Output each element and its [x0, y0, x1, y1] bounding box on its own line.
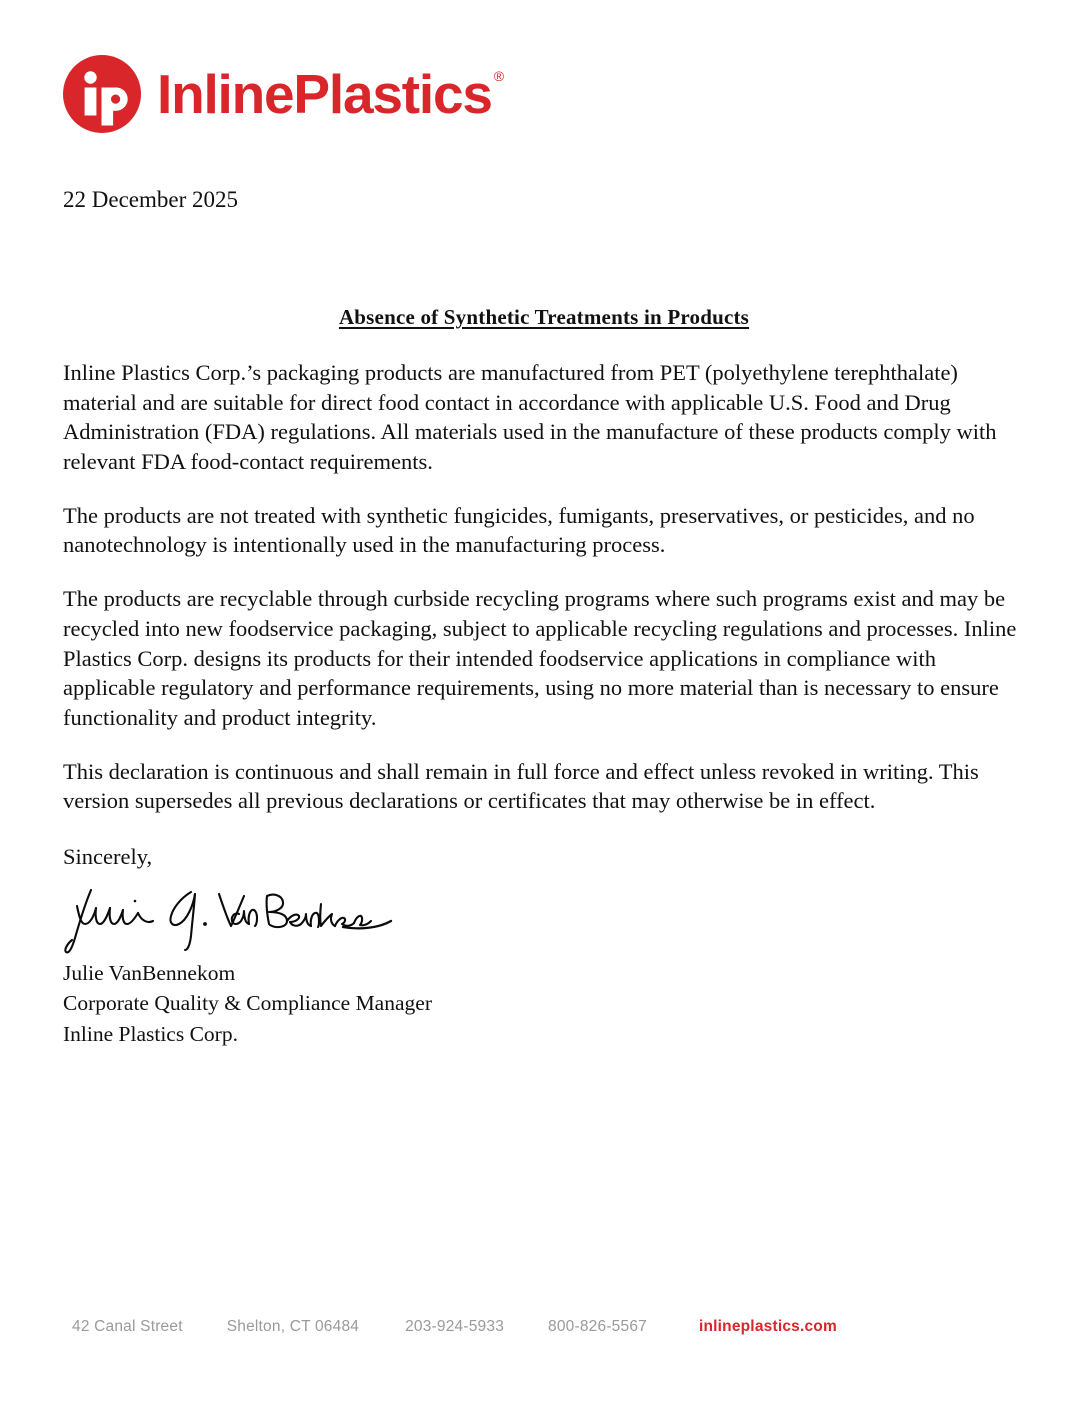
- document-title-text: Absence of Synthetic Treatments in Products: [338, 305, 750, 329]
- registered-trademark-icon: ®: [493, 67, 505, 84]
- paragraph-1: Inline Plastics Corp.’s packaging products are manufactured from PET (polyethylene terephthalate) material and are suitable for direct food contact in accordance with applicable U.S. Food and Drug Administration (FDA) regulations. All materials used in the manufacture of these products comply with relevant FDA food-contact requirements.: [63, 360, 997, 475]
- paragraph-4: This declaration is continuous and shall remain in full force and effect unless revoked in writing. This version supersedes all previous declarations or certificates that may otherwise be in effect.: [63, 758, 979, 814]
- brand-wordmark: [157, 62, 505, 125]
- footer-address-street: 42 Canal Street: [72, 1318, 183, 1335]
- signer-company: Inline Plastics Corp.: [63, 1021, 238, 1046]
- footer-website-link[interactable]: inlineplastics.com: [698, 1318, 837, 1335]
- signature-image: [63, 880, 403, 958]
- signer-block: [63, 958, 1025, 1050]
- inline-plastics-logo-icon: [63, 55, 141, 133]
- footer-phone-local: 203-924-5933: [405, 1318, 505, 1335]
- document-title: [63, 305, 1025, 330]
- letter-date: 22 December 2025: [63, 187, 238, 212]
- footer-phone-toll-free: 800-826-5567: [548, 1318, 647, 1335]
- paragraph-2: The products are not treated with synthetic fungicides, fumigants, preservatives, or pesticides, and no nanotechnology is intentionally used in the manufacturing process.: [63, 502, 975, 558]
- page-footer: [72, 1318, 837, 1336]
- footer-address-city: Shelton, CT 06484: [226, 1318, 360, 1335]
- signer-title: Corporate Quality & Compliance Manager: [63, 991, 432, 1016]
- signer-name: Julie VanBennekom: [63, 960, 236, 985]
- closing-salutation: Sincerely,: [63, 843, 153, 869]
- letterhead: [63, 55, 504, 133]
- paragraph-3: The products are recyclable through curbside recycling programs where such programs exist and may be recycled into new foodservice packaging, subject to applicable recycling regulations and processes. Inline Plastics Corp. designs its products for their intended foodservice applications in compliance with applicable regulatory and performance requirements, using no more material than is necessary to ensure functionality and product integrity.: [63, 586, 1017, 730]
- letter-body: [63, 305, 1025, 1049]
- brand-wordmark-text: InlinePlastics: [157, 62, 492, 125]
